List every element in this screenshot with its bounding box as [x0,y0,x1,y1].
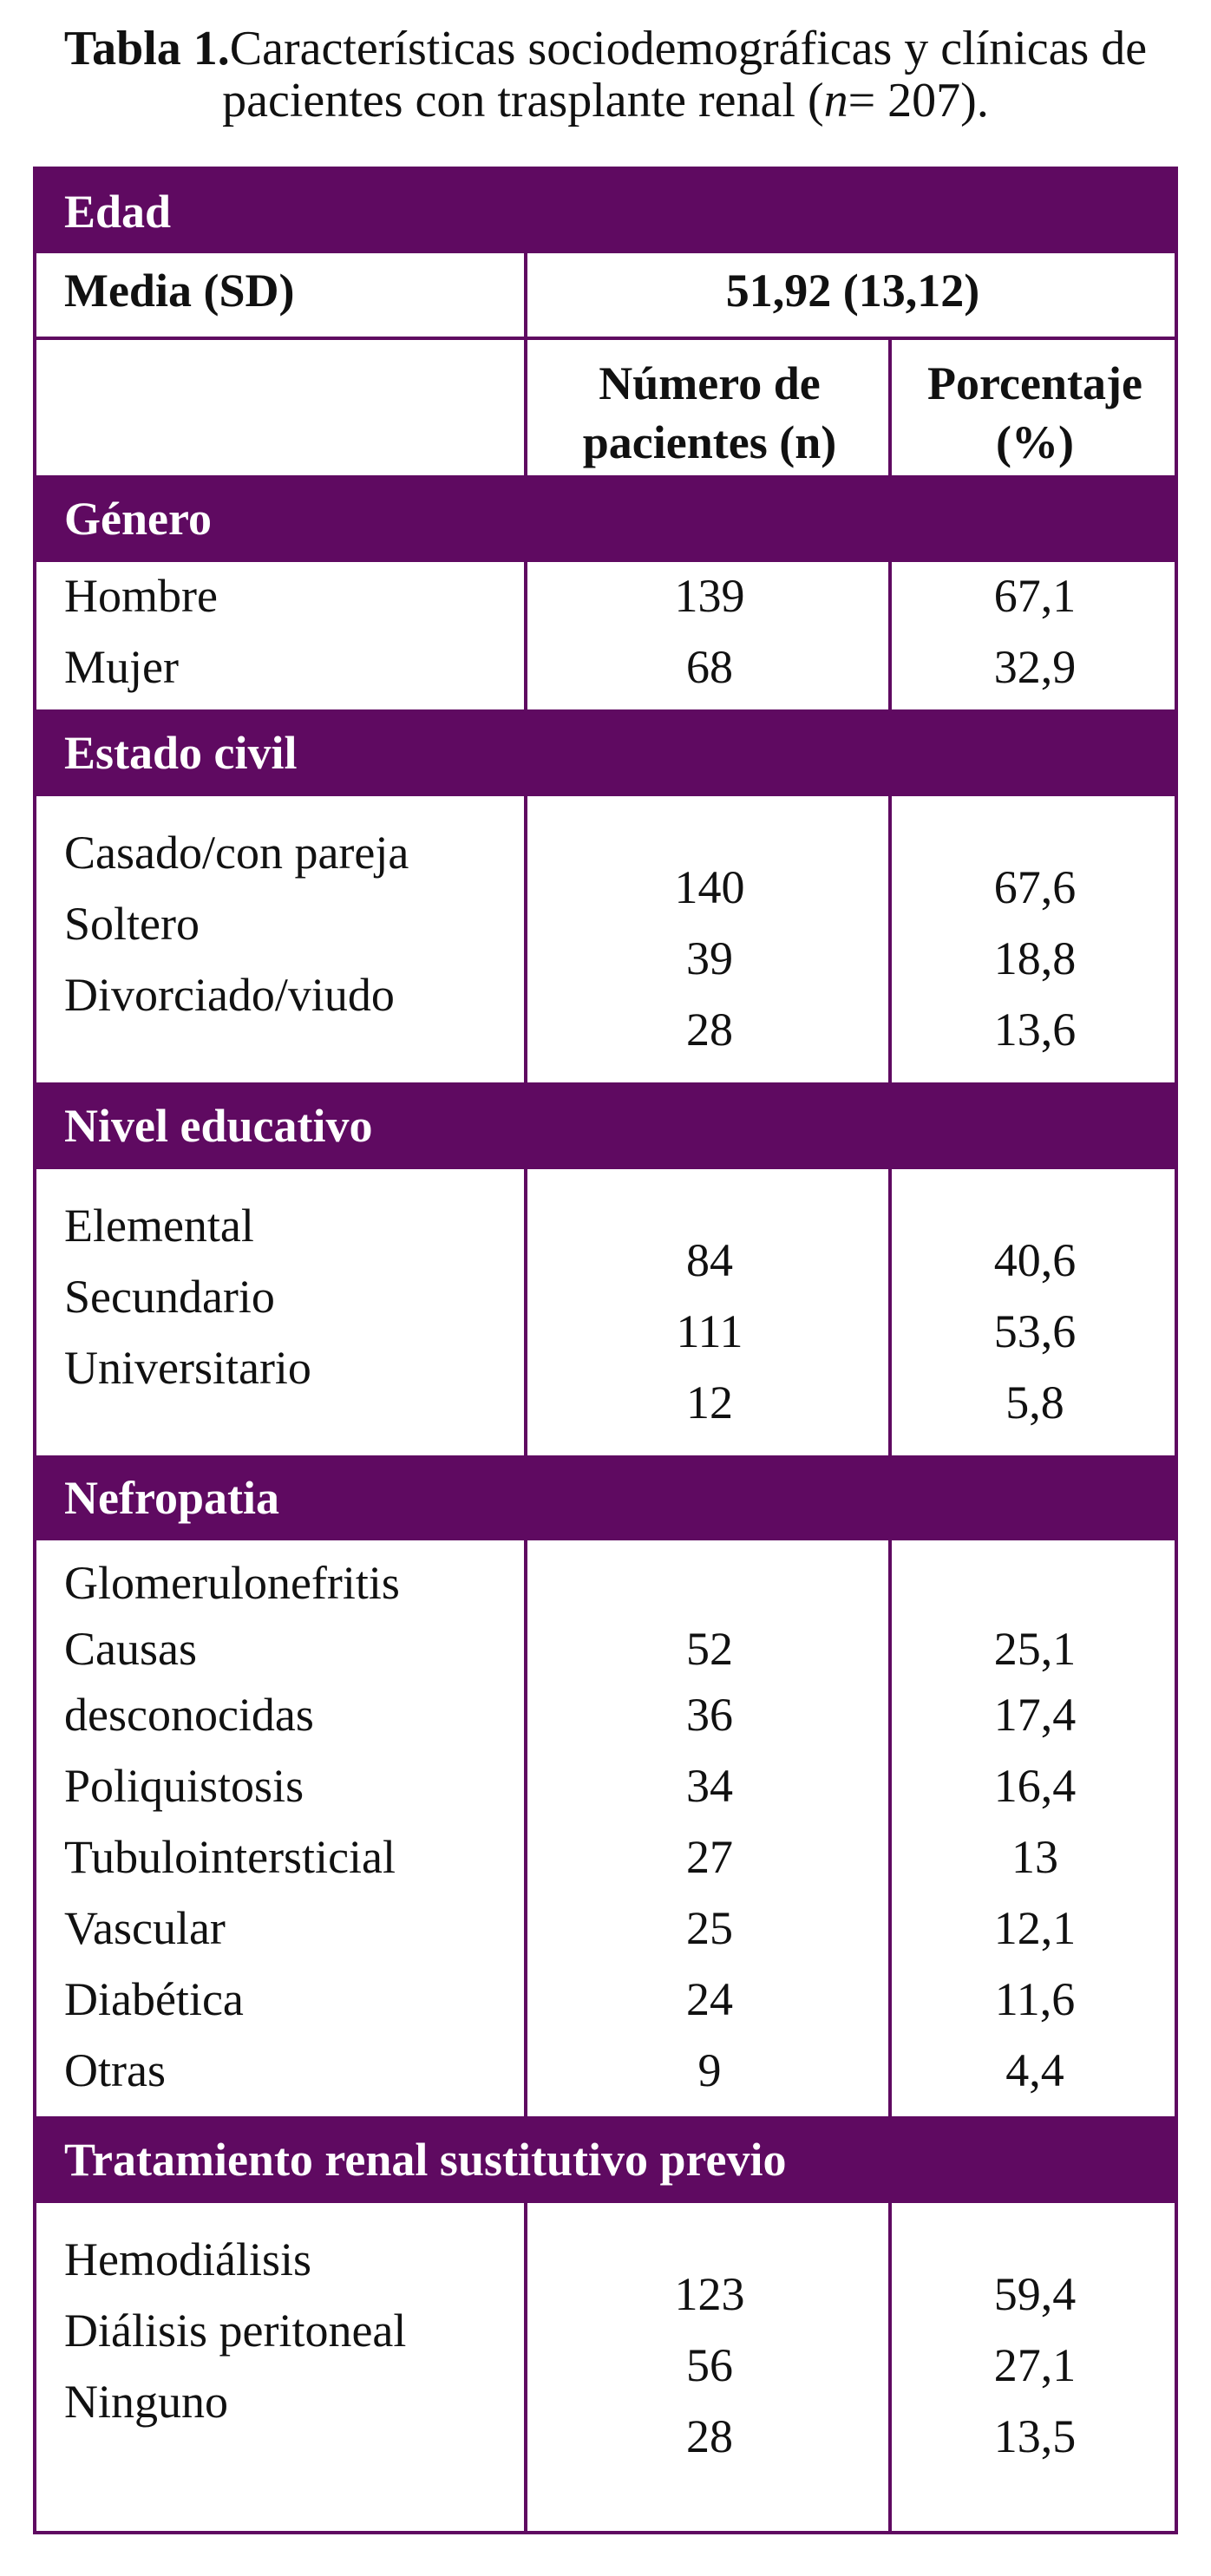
row-count: 9 [697,2044,722,2096]
divider [888,337,892,475]
section-header-nivel-educativo [36,1082,1175,1169]
row-percent: 67,1 [993,570,1077,622]
row-percent: 13,6 [993,1004,1077,1056]
row-count: 123 [674,2268,745,2320]
row-label: Tubulointersticial [64,1831,396,1883]
row-percent: 40,6 [993,1234,1077,1286]
divider [524,796,527,1082]
row-count: 24 [686,1973,733,2025]
row-count: 27 [686,1831,733,1883]
row-count: 139 [674,570,745,622]
section-header-tratamiento [36,2116,1175,2203]
row-percent: 13,5 [993,2410,1077,2462]
row-label: Universitario [64,1342,311,1394]
section-title: Estado civil [64,727,298,779]
divider [524,1540,527,2116]
row-count: 140 [674,861,745,913]
row-count: 28 [686,1004,733,1056]
row-count: 84 [686,1234,733,1286]
section-title: Nefropatia [64,1472,279,1524]
row-percent: 17,4 [993,1689,1077,1741]
row-label: Poliquistosis [64,1760,304,1812]
row-count: 56 [686,2339,733,2391]
table-caption [0,23,1211,127]
caption-n: n [823,74,848,127]
row-count: 36 [686,1689,733,1741]
row-percent: 27,1 [993,2339,1077,2391]
row-percent: 32,9 [993,641,1077,693]
section-header-edad [36,170,1175,253]
divider [888,1169,892,1455]
caption-text: Características sociodemográficas y clínicas de pacientes con trasplante renal ( [222,22,1148,127]
row-count: 111 [676,1305,743,1357]
section-header-genero [36,475,1175,562]
row-label: Hombre [64,570,218,622]
section-header-estado-civil [36,709,1175,796]
row-percent: 25,1 [993,1623,1077,1675]
row-count: 39 [686,932,733,984]
row-percent: 53,6 [993,1305,1077,1357]
row-label: Elemental [64,1200,254,1252]
row-label: Secundario [64,1271,275,1323]
row-label: desconocidas [64,1689,314,1741]
section-title: Tratamiento renal sustitutivo previo [64,2134,787,2186]
row-count: 28 [686,2410,733,2462]
divider [524,253,527,337]
demographics-table [33,167,1178,2534]
row-label: Ninguno [64,2376,228,2428]
row-label: Soltero [64,898,200,950]
row-percent: 11,6 [994,1973,1076,2025]
row-label: Hemodiálisis [64,2233,311,2285]
row-count: 34 [686,1760,733,1812]
stat-label: Media (SD) [64,265,295,317]
row-percent: 67,6 [993,861,1077,913]
divider [888,1540,892,2116]
row-count: 12 [686,1376,733,1429]
section-header-nefropatia [36,1455,1175,1540]
stat-value: 51,92 (13,12) [725,265,980,317]
row-percent: 5,8 [1005,1376,1064,1429]
row-count: 68 [686,641,733,693]
column-header-percent: Porcentaje (%) [927,357,1142,468]
row-percent: 13 [1011,1831,1058,1883]
row-label: Casado/con pareja [64,827,409,879]
section-title: Edad [64,186,172,238]
row-percent: 16,4 [993,1760,1077,1812]
divider [524,1169,527,1455]
row-label: Diabética [64,1973,244,2025]
row-label: Vascular [64,1902,226,1954]
row-label: Diálisis peritoneal [64,2305,407,2357]
row-percent: 4,4 [1005,2044,1064,2096]
column-header-count: Número de pacientes (n) [582,357,837,468]
divider [888,562,892,709]
section-title: Género [64,493,212,545]
row-count: 52 [686,1623,733,1675]
row-percent: 59,4 [993,2268,1077,2320]
row-label: Divorciado/viudo [64,969,395,1021]
row-count: 25 [686,1902,733,1954]
row-label: Mujer [64,641,179,693]
divider [524,337,527,475]
divider [36,337,1175,340]
caption-label: Tabla 1. [63,22,230,75]
caption-text-end: = 207). [848,74,989,127]
divider [524,2203,527,2531]
row-label: Glomerulonefritis [64,1557,400,1609]
row-label: Otras [64,2044,166,2096]
divider [524,562,527,709]
divider [888,796,892,1082]
row-percent: 18,8 [993,932,1077,984]
row-label: Causas [64,1623,197,1675]
divider [888,2203,892,2531]
section-title: Nivel educativo [64,1100,373,1152]
row-percent: 12,1 [993,1902,1077,1954]
